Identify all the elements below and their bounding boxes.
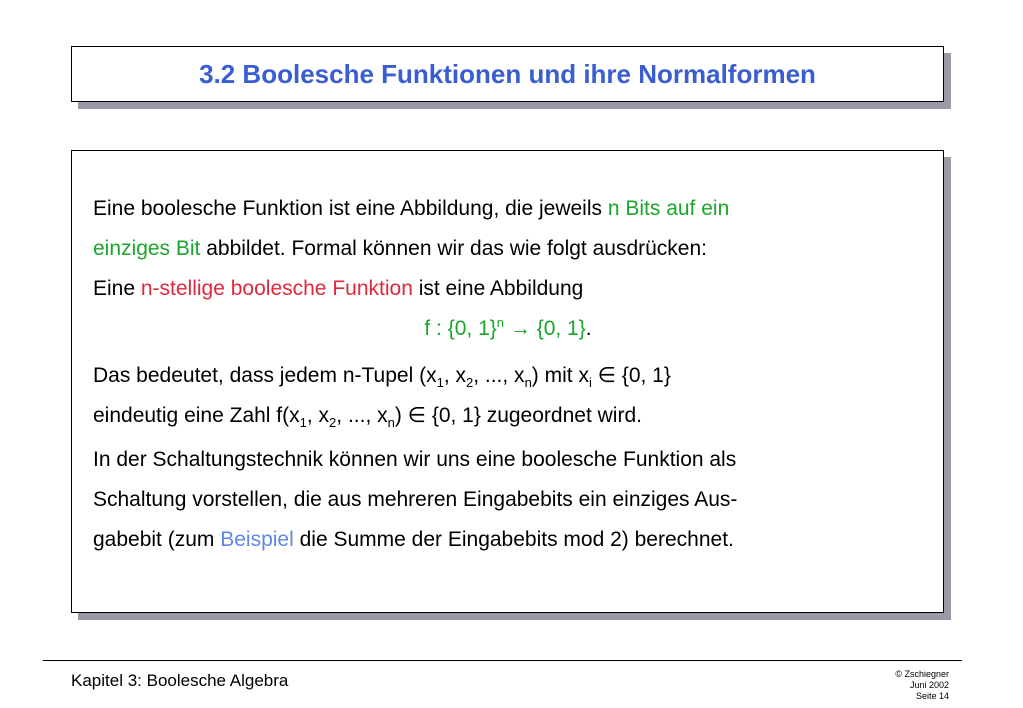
highlight-term: n-stellige boolesche Funktion xyxy=(140,277,413,300)
formula-codomain: → {0, 1} xyxy=(504,317,586,340)
text-segment: ) ∈ {0, 1} zugeordnet wird. xyxy=(394,404,642,427)
text-segment: , x xyxy=(443,364,466,387)
highlight-n: n xyxy=(607,197,620,220)
formula-period: . xyxy=(585,317,592,340)
text-segment: gabebit (zum xyxy=(93,528,221,551)
text-segment: Das bedeutet, dass jedem n-Tupel (x xyxy=(93,364,437,387)
text-segment: In der Schaltungstechnik können wir uns eine boolesche Funktion als xyxy=(93,448,737,471)
text-segment: ) mit x xyxy=(531,364,589,387)
footer-chapter: Kapitel 3: Boolesche Algebra xyxy=(71,671,289,690)
subscript: 1 xyxy=(436,375,444,391)
beispiel-link[interactable]: Beispiel xyxy=(220,528,294,551)
subscript: n xyxy=(524,375,532,391)
subscript: n xyxy=(387,415,395,431)
title-box xyxy=(71,46,944,102)
highlight-einziges-bit: einziges Bit xyxy=(93,237,201,260)
text-segment: Eine boolesche Funktion ist eine Abbildung, die jeweils xyxy=(93,197,608,220)
slide-title: 3.2 Boolesche Funktionen und ihre Normalformen xyxy=(199,58,816,89)
paragraph-tuple xyxy=(93,356,923,436)
text-segment: Schaltung vorstellen, die aus mehreren Eingabebits ein einziges Aus- xyxy=(93,488,738,511)
text-segment: ist eine Abbildung xyxy=(412,277,584,300)
content-text xyxy=(93,189,923,560)
footer-meta xyxy=(895,669,949,702)
text-segment: abbildet. Formal können wir das wie folgt ausdrücken: xyxy=(200,237,707,260)
subscript: 2 xyxy=(329,415,337,431)
text-segment: , x xyxy=(306,404,330,427)
highlight-bits: Bits auf ein xyxy=(625,197,730,220)
subscript: 2 xyxy=(465,375,474,391)
text-segment: ∈ {0, 1} xyxy=(591,364,671,387)
subscript: i xyxy=(588,375,592,391)
footer-date: Juni 2002 xyxy=(909,680,949,690)
subscript: 1 xyxy=(299,415,307,431)
footer-divider xyxy=(43,660,962,661)
text-segment: , ..., x xyxy=(336,404,388,427)
content-box xyxy=(71,150,944,613)
formula-base: f : {0, 1} xyxy=(424,317,497,340)
text-segment: , ..., x xyxy=(473,364,525,387)
footer-copyright: © Zschiegner xyxy=(895,669,949,679)
paragraph-definition xyxy=(93,189,923,309)
formula-exponent: n xyxy=(496,315,505,330)
text-segment: die Summe der Eingabebits mod 2) berechnet. xyxy=(293,528,734,551)
text-segment: Eine xyxy=(93,277,141,300)
formula xyxy=(93,309,923,349)
footer-page-number: Seite 14 xyxy=(915,691,949,701)
paragraph-circuit xyxy=(93,440,923,560)
text-segment: eindeutig eine Zahl f(x xyxy=(93,404,300,427)
